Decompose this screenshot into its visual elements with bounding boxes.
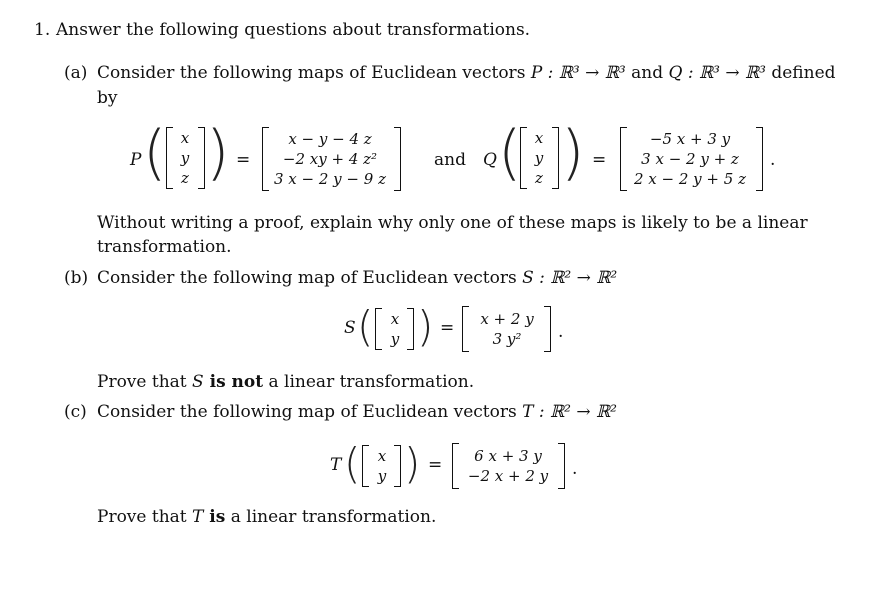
s-right-paren: )	[417, 302, 434, 351]
t-out-left-bracket	[452, 443, 459, 489]
part-a-text1: Without writing a proof, explain why only one of these maps is likely to be a linear	[97, 213, 808, 233]
part-b-prove	[97, 372, 474, 392]
t-output-vector	[460, 443, 556, 489]
s-in-right-bracket	[407, 308, 414, 350]
s-in-x: x	[390, 310, 400, 328]
part-a-map-p: P : ℝ³ → ℝ³	[530, 63, 626, 83]
q-output-vector	[628, 127, 752, 191]
part-c-prove-bold: is	[203, 507, 226, 527]
part-a-line1-post: defined	[765, 63, 836, 83]
p-out-3: 3 x − 2 y − 9 z	[274, 170, 386, 188]
s-out-2: 3 y²	[492, 330, 522, 348]
part-b-prove-pre: Prove that	[97, 372, 193, 392]
and-word: and	[434, 150, 466, 170]
q-left-paren: (	[498, 118, 522, 188]
q-in-z: z	[535, 169, 543, 187]
p-in-y: y	[180, 149, 190, 167]
t-left-paren: (	[344, 439, 361, 488]
t-in-x: x	[377, 447, 387, 465]
question-intro: Answer the following questions about transformations.	[56, 20, 531, 40]
part-a-text2: transformation.	[97, 237, 232, 257]
s-out-1: x + 2 y	[480, 310, 534, 328]
part-a-line1	[97, 63, 836, 83]
q-in-x: x	[534, 129, 544, 147]
part-c-prove-pre: Prove that	[97, 507, 193, 527]
part-b-prove-sym: S	[192, 372, 204, 392]
part-c-prove	[97, 507, 436, 527]
part-c-line-pre: Consider the following map of Euclidean vectors	[97, 402, 523, 422]
part-a-label: (a)	[64, 63, 88, 83]
q-right-paren: )	[561, 118, 585, 188]
part-a-line1-pre: Consider the following maps of Euclidean vectors	[97, 63, 531, 83]
part-c-line	[97, 402, 617, 422]
p-equals: =	[236, 150, 251, 170]
q-symbol: Q	[483, 150, 497, 170]
p-in-x: x	[180, 129, 190, 147]
t-period: .	[572, 459, 578, 479]
t-in-right-bracket	[394, 445, 401, 487]
part-a-line2: by	[97, 88, 118, 108]
s-equals: =	[440, 318, 455, 338]
s-in-y: y	[390, 330, 400, 348]
p-right-paren: )	[206, 118, 230, 188]
part-c-prove-sym: T	[192, 507, 204, 527]
part-a-and: and	[625, 63, 669, 83]
s-left-paren: (	[357, 302, 374, 351]
t-out-right-bracket	[558, 443, 565, 489]
q-out-2: 3 x − 2 y + z	[641, 150, 739, 168]
t-out-2: −2 x + 2 y	[467, 467, 549, 485]
p-output-vector	[270, 127, 390, 191]
s-out-right-bracket	[544, 306, 551, 352]
s-out-left-bracket	[462, 306, 469, 352]
q-in-right-bracket	[552, 127, 559, 189]
t-out-1: 6 x + 3 y	[474, 447, 542, 465]
t-in-y: y	[377, 467, 387, 485]
p-in-z: z	[181, 169, 189, 187]
q-out-3: 2 x − 2 y + 5 z	[634, 170, 746, 188]
s-output-vector	[470, 306, 544, 352]
question-number: 1.	[34, 20, 51, 40]
s-symbol: S	[344, 318, 356, 338]
p-out-2: −2 xy + 4 z²	[282, 150, 378, 168]
part-b-map-s: S : ℝ² → ℝ²	[522, 268, 618, 288]
p-input-vector	[172, 127, 198, 189]
p-symbol: P	[130, 150, 142, 170]
q-input-vector	[526, 127, 552, 189]
part-c-label: (c)	[64, 402, 87, 422]
part-b-label: (b)	[64, 268, 89, 288]
part-b-line	[97, 268, 617, 288]
part-a-map-q: Q : ℝ³ → ℝ³	[668, 63, 766, 83]
part-b-line-pre: Consider the following map of Euclidean vectors	[97, 268, 523, 288]
t-right-paren: )	[404, 439, 421, 488]
q-equals: =	[592, 150, 607, 170]
q-period: .	[770, 150, 776, 170]
p-out-left-bracket	[262, 127, 269, 191]
p-left-paren: (	[143, 118, 167, 188]
p-in-right-bracket	[198, 127, 205, 189]
t-input-vector	[368, 445, 396, 487]
q-out-1: −5 x + 3 y	[649, 130, 731, 148]
p-out-1: x − y − 4 z	[288, 130, 372, 148]
t-equals: =	[428, 455, 443, 475]
t-symbol: T	[330, 455, 342, 475]
q-in-y: y	[534, 149, 544, 167]
p-out-right-bracket	[394, 127, 401, 191]
part-b-prove-bold: is not	[203, 372, 264, 392]
q-out-right-bracket	[756, 127, 763, 191]
part-c-map-t: T : ℝ² → ℝ²	[522, 402, 617, 422]
part-c-prove-post: a linear transformation.	[225, 507, 437, 527]
s-period: .	[558, 322, 564, 342]
part-b-prove-post: a linear transformation.	[263, 372, 475, 392]
q-out-left-bracket	[620, 127, 627, 191]
s-input-vector	[381, 308, 409, 350]
